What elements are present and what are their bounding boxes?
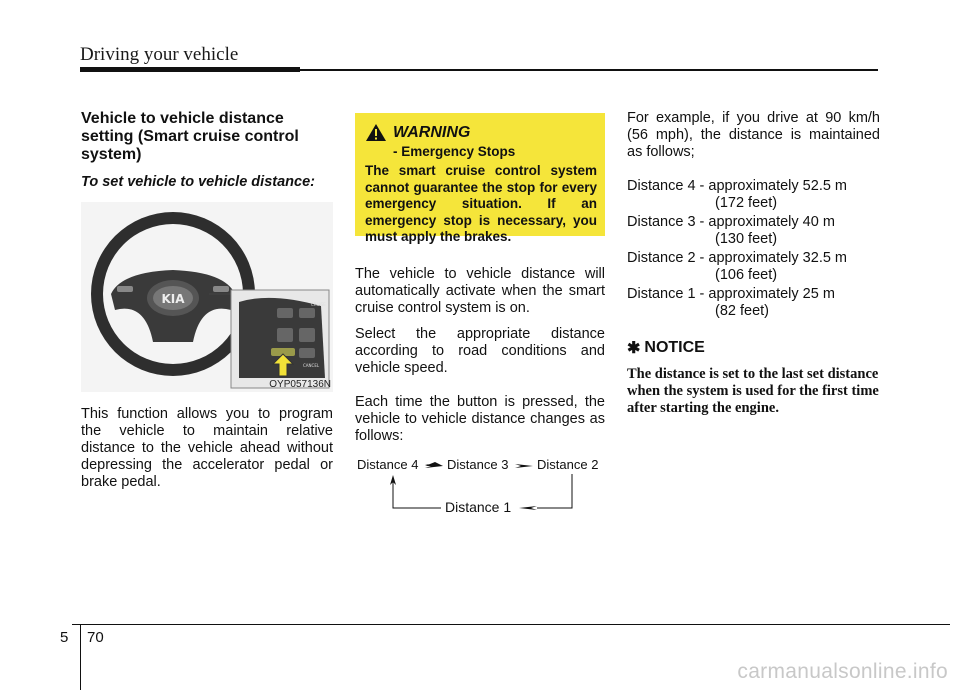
section-heading: Vehicle to vehicle distance setting (Smart cruise control system) [81,110,299,163]
footer-rule [72,624,950,625]
header-rule-thick [80,67,300,72]
selection-paragraph: Select the appropriate distance according to road conditions and vehicle speed. [355,326,605,376]
distance-item: Distance 4 - approximately 52.5 m [627,178,848,194]
example-paragraph: For example, if you drive at 90 km/h (56 mph), the distance is maintained as follows; [627,110,880,160]
diagram-distance-3: Distance 3 [447,457,509,472]
column-left [81,110,333,491]
distance-item-feet: (172 feet) [715,195,778,211]
steering-wheel-figure [81,202,333,392]
distance-item-feet: (130 feet) [715,231,778,247]
notice-title: NOTICE [644,339,705,356]
distance-item: Distance 1 - approximately 25 m [627,286,835,302]
watermark: carmanualsonline.info [737,660,948,683]
figure-code: OYP057136N [269,379,331,390]
diagram-distance-1: Distance 1 [445,499,512,515]
footer-divider [80,624,81,690]
warning-body: The smart cruise control system cannot guarantee the stop for every emergency situation. If an emergency stop is necessary, you must apply the brakes. [365,163,597,244]
notice-heading [627,338,880,358]
distance-cycle-diagram [355,455,610,520]
diagram-distance-2: Distance 2 [537,457,599,472]
intro-paragraph: This function allows you to program the vehicle to maintain relative distance to the vehicle ahead without depressing the accelerator pedal or brake pedal. [81,406,333,490]
warning-triangle-icon [365,123,387,142]
section-number: 5 [60,629,69,646]
distance-item-feet: (82 feet) [715,303,769,319]
diagram-distance-4: Distance 4 [357,457,419,472]
activation-paragraph: The vehicle to vehicle distance will automatically activate when the smart cruise control system is on. [355,266,605,316]
page-header-title: Driving your vehicle [80,44,239,65]
warning-subtitle: - Emergency Stops [393,144,516,159]
header-rule-thin [300,69,878,71]
svg-text:KIA: KIA [161,292,185,306]
column-middle [355,110,605,445]
svg-text:CANCEL: CANCEL [303,363,320,368]
warning-title: WARNING [393,123,471,141]
page-number: 70 [87,629,104,646]
svg-text:CRUISE: CRUISE [311,302,326,307]
button-press-paragraph: Each time the button is pressed, the vehicle to vehicle distance changes as follows: [355,394,605,444]
distance-list [627,178,880,320]
notice-body: The distance is set to the last set distance when the system is used for the first time after starting the engine. [627,366,879,416]
distance-item: Distance 2 - approximately 32.5 m [627,250,848,266]
warning-box [355,113,605,244]
section-subheading: To set vehicle to vehicle distance: [81,174,315,190]
column-right [627,110,880,417]
asterisk-icon: ✱ [627,340,641,357]
distance-item: Distance 3 - approximately 40 m [627,214,835,230]
distance-item-feet: (106 feet) [715,267,778,283]
